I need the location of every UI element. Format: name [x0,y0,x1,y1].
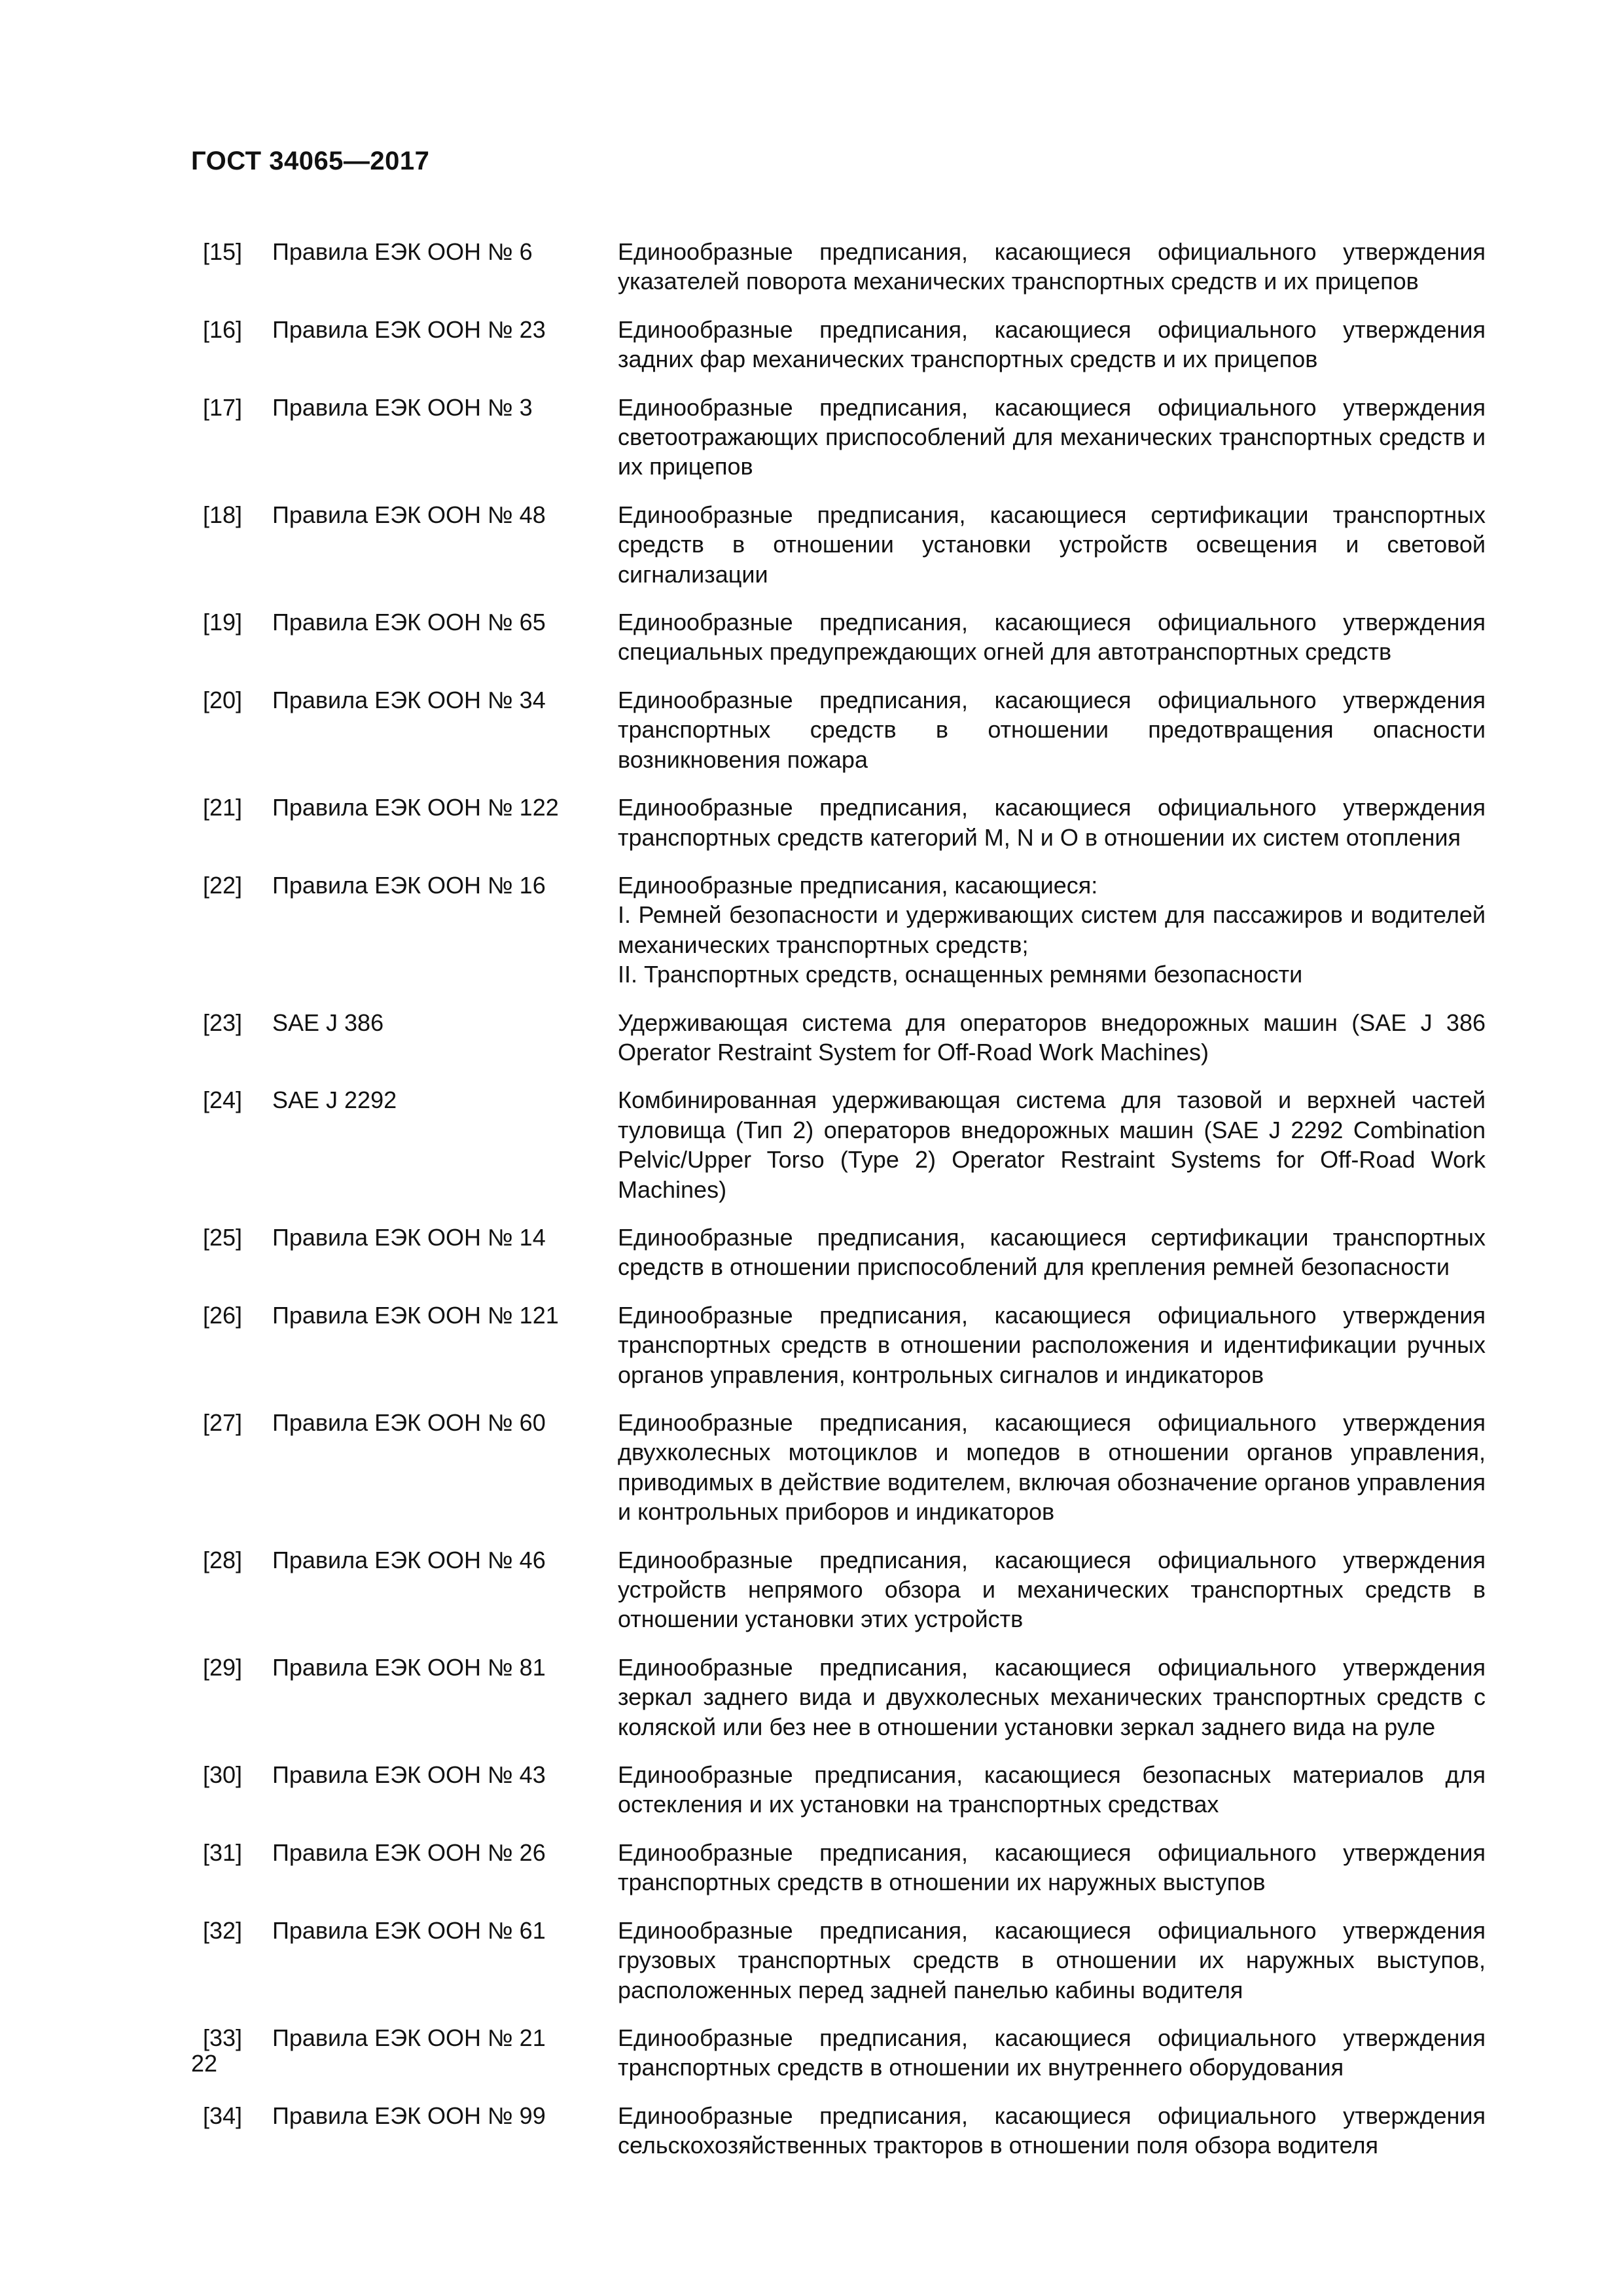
reference-number: [30] [203,1761,243,1789]
reference-entry [203,1408,1486,1527]
reference-title: Удерживающая система для операторов внедорожных машин (SAE J 386 Operator Restraint System for Off-Road Work Machines) [618,1009,1486,1066]
reference-title: Единообразные предписания, касающиеся официального утверждения транспортных средств в отношении их наружных выступов [618,1839,1486,1896]
reference-entry [203,607,1486,667]
reference-number: [32] [203,1916,243,1944]
reference-document: Правила ЕЭК ООН № 60 [272,1409,546,1436]
reference-entry [203,500,1486,589]
reference-document: Правила ЕЭК ООН № 122 [272,794,559,821]
reference-number: [26] [203,1301,243,1329]
reference-number: [28] [203,1546,243,1573]
reference-number: [22] [203,871,243,899]
reference-entry [203,1085,1486,1204]
reference-entry [203,685,1486,774]
reference-entry [203,870,1486,990]
reference-document: Правила ЕЭК ООН № 121 [272,1301,559,1329]
reference-title: Единообразные предписания, касающиеся официального утверждения специальных предупреждающих огней для автотранспортных средств [618,609,1486,666]
reference-document: Правила ЕЭК ООН № 81 [272,1653,546,1681]
reference-entry [203,1760,1486,1820]
reference-entry [203,393,1486,482]
reference-title: Единообразные предписания, касающиеся сертификации транспортных средств в отношении установки устройств освещения и световой сигнализации [618,501,1486,588]
reference-title: Единообразные предписания, касающиеся официального утверждения зеркал заднего вида и двухколесных механических транспортных средств с коляской или без нее в отношении установки зеркал заднего вида на руле [618,1653,1486,1740]
reference-title: Комбинированная удерживающая система для тазовой и верхней частей туловища (Тип 2) операторов внедорожных машин (SAE J 2292 Combination Pelvic/Upper Torso (Type 2) Operator Restraint Systems for Off-Road Work Machines) [618,1086,1486,1203]
reference-number: [19] [203,609,243,636]
reference-title-line: Единообразные предписания, касающиеся: [618,871,1098,899]
reference-document: Правила ЕЭК ООН № 43 [272,1761,546,1789]
reference-title: Единообразные предписания, касающиеся официального утверждения транспортных средств в отношении их внутреннего оборудования [618,2024,1486,2081]
reference-entry [203,1916,1486,2005]
document-header: ГОСТ 34065—2017 [191,147,430,175]
reference-number: [24] [203,1086,243,1114]
reference-entry [203,1223,1486,1282]
reference-title: Единообразные предписания, касающиеся официального утверждения транспортных средств категорий М, N и О в отношении их систем отопления [618,794,1486,851]
reference-entry [203,793,1486,852]
page-number: 22 [191,2050,218,2077]
bibliography-list [203,237,1486,2179]
reference-entry [203,1545,1486,1634]
reference-document: Правила ЕЭК ООН № 21 [272,2024,546,2051]
reference-entry [203,2023,1486,2083]
reference-title: Единообразные предписания, касающиеся официального утверждения задних фар механических транспортных средств и их прицепов [618,315,1486,373]
reference-document: Правила ЕЭК ООН № 65 [272,609,546,636]
reference-title: Единообразные предписания, касающиеся официального утверждения светоотражающих приспособлений для механических транспортных средств и их прицепов [618,393,1486,480]
reference-document: Правила ЕЭК ООН № 6 [272,238,533,265]
reference-number: [23] [203,1009,243,1036]
reference-document: Правила ЕЭК ООН № 48 [272,501,546,528]
reference-number: [33] [203,2024,243,2051]
reference-entry [203,237,1486,296]
reference-title: Единообразные предписания, касающиеся официального утверждения грузовых транспортных средств в отношении их наружных выступов, расположенных перед задней панелью кабины водителя [618,1916,1486,2003]
reference-document: Правила ЕЭК ООН № 46 [272,1546,546,1573]
reference-number: [21] [203,794,243,821]
reference-document: Правила ЕЭК ООН № 26 [272,1839,546,1866]
reference-number: [29] [203,1653,243,1681]
reference-document: Правила ЕЭК ООН № 16 [272,871,546,899]
reference-number: [16] [203,315,243,343]
reference-document: Правила ЕЭК ООН № 14 [272,1223,546,1251]
reference-number: [25] [203,1223,243,1251]
reference-entry [203,1838,1486,1897]
reference-number: [34] [203,2102,243,2129]
reference-title: Единообразные предписания, касающиеся официального утверждения указателей поворота механических транспортных средств и их прицепов [618,238,1486,295]
reference-document: SAE J 386 [272,1009,384,1036]
reference-entry [203,1300,1486,1390]
reference-document: Правила ЕЭК ООН № 61 [272,1916,546,1944]
reference-number: [18] [203,501,243,528]
reference-document: SAE J 2292 [272,1086,397,1114]
reference-number: [27] [203,1409,243,1436]
reference-entry [203,1653,1486,1742]
reference-title: Единообразные предписания, касающиеся официального утверждения устройств непрямого обзора и механических транспортных средств в отношении установки этих устройств [618,1546,1486,1633]
reference-entry [203,315,1486,374]
reference-title: Единообразные предписания, касающиеся официального утверждения сельскохозяйственных тракторов в отношении поля обзора водителя [618,2102,1486,2159]
reference-title: Единообразные предписания, касающиеся официального утверждения транспортных средств в отношении расположения и идентификации ручных органов управления, контрольных сигналов и индикаторов [618,1301,1486,1388]
reference-number: [20] [203,686,243,713]
reference-number: [15] [203,238,243,265]
reference-title: Единообразные предписания, касающиеся официального утверждения транспортных средств в отношении предотвращения опасности возникновения пожара [618,686,1486,773]
reference-title: Единообразные предписания, касающиеся безопасных материалов для остекления и их установки на транспортных средствах [618,1761,1486,1818]
reference-title [618,870,1486,990]
reference-document: Правила ЕЭК ООН № 23 [272,315,546,343]
reference-title: Единообразные предписания, касающиеся сертификации транспортных средств в отношении приспособлений для крепления ремней безопасности [618,1223,1486,1281]
reference-number: [31] [203,1839,243,1866]
reference-document: Правила ЕЭК ООН № 3 [272,393,533,421]
reference-document: Правила ЕЭК ООН № 34 [272,686,546,713]
reference-title-line: II. Транспортных средств, оснащенных ремнями безопасности [618,961,1303,988]
reference-number: [17] [203,393,243,421]
reference-title: Единообразные предписания, касающиеся официального утверждения двухколесных мотоциклов и мопедов в отношении органов управления, приводимых в действие водителем, включая обозначение органов управления и контрольных приборов и индикаторов [618,1409,1486,1526]
reference-entry [203,1008,1486,1067]
reference-title-line: I. Ремней безопасности и удерживающих систем для пассажиров и водителей механических транспортных средств; [618,901,1486,958]
reference-document: Правила ЕЭК ООН № 99 [272,2102,546,2129]
reference-entry [203,2101,1486,2161]
